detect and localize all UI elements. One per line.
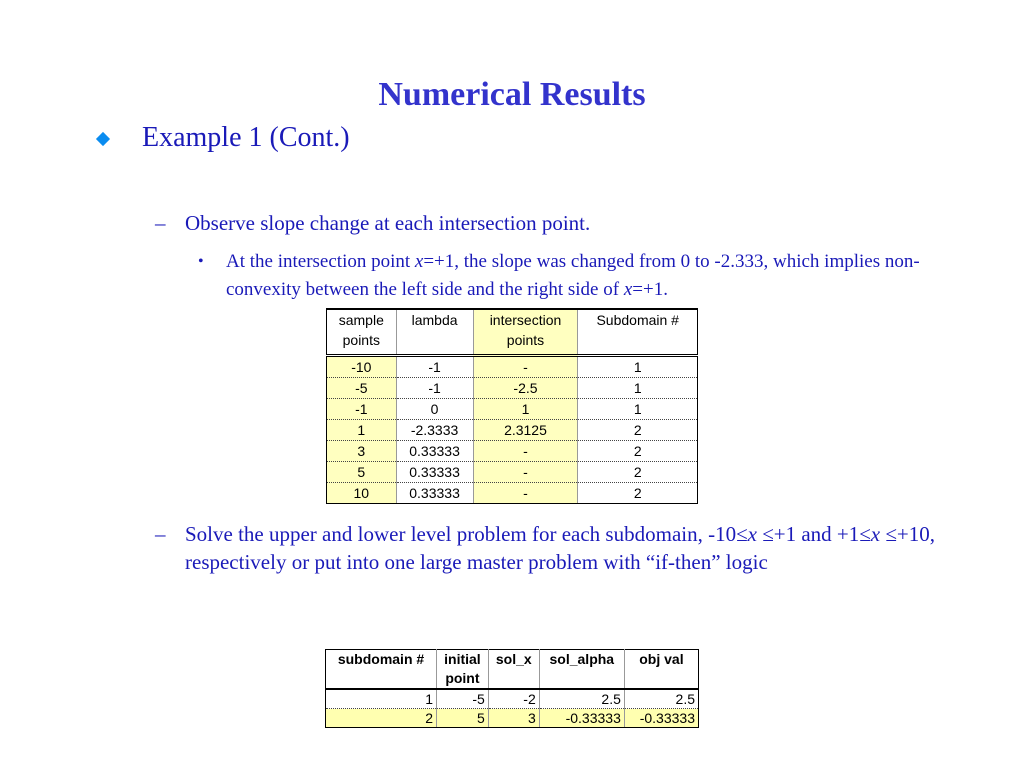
- table-row: [326, 709, 699, 728]
- table-cell: 1: [327, 420, 397, 441]
- table-cell: -1: [327, 399, 397, 420]
- table-cell: -2: [488, 689, 539, 709]
- table-cell: -2.3333: [396, 420, 473, 441]
- intersection-table: [326, 308, 698, 504]
- table-cell: 2: [578, 483, 698, 504]
- table-cell: 3: [327, 441, 397, 462]
- table-cell: 5: [437, 709, 489, 728]
- table-row: [327, 399, 698, 420]
- slide-title: Numerical Results: [378, 76, 646, 113]
- table-cell: 1: [578, 399, 698, 420]
- table-cell: 2: [326, 709, 437, 728]
- table-cell: -1: [396, 356, 473, 378]
- sub-bullet-solve-text: Solve the upper and lower level problem for each subdomain, -10≤x ≤+1 and +1≤x ≤+10, respectively or put into one large master problem with “if-then” logic: [185, 522, 935, 574]
- table-cell: -: [473, 483, 578, 504]
- dot-bullet-icon: •: [198, 253, 204, 270]
- table-cell: 2.5: [624, 689, 698, 709]
- col-header-sol-alpha: sol_alpha: [539, 650, 624, 690]
- point-intersection-text: At the intersection point x=+1, the slope was changed from 0 to -2.333, which implies non-convexity between the left side and the right side of x=+1.: [226, 251, 920, 300]
- table-cell: 2: [578, 462, 698, 483]
- sub-bullet-observe-text: Observe slope change at each intersection point.: [185, 211, 591, 235]
- table-cell: 1: [473, 399, 578, 420]
- table-cell: -2.5: [473, 378, 578, 399]
- table-cell: 3: [488, 709, 539, 728]
- table-cell: 2.3125: [473, 420, 578, 441]
- table-cell: 2: [578, 420, 698, 441]
- col-header-sample-points: sample points: [327, 309, 397, 356]
- table-row: [327, 356, 698, 378]
- table-row: [327, 462, 698, 483]
- dash-bullet-icon: –: [155, 211, 166, 235]
- table-cell: 10: [327, 483, 397, 504]
- table-cell: 0.33333: [396, 462, 473, 483]
- table-header-row: [326, 650, 699, 690]
- table-cell: 0.33333: [396, 483, 473, 504]
- solution-table: [325, 649, 699, 728]
- table-row: [326, 689, 699, 709]
- table-cell: -0.33333: [624, 709, 698, 728]
- table-row: [327, 420, 698, 441]
- bullet-example-text: Example 1 (Cont.): [142, 122, 350, 153]
- table-row: [327, 483, 698, 504]
- col-header-obj-val: obj val: [624, 650, 698, 690]
- table-cell: 0: [396, 399, 473, 420]
- table-cell: 5: [327, 462, 397, 483]
- col-header-initial-point: initial point: [437, 650, 489, 690]
- table-cell: -1: [396, 378, 473, 399]
- col-header-subdomain: Subdomain #: [578, 309, 698, 356]
- col-header-sol-x: sol_x: [488, 650, 539, 690]
- table-cell: -0.33333: [539, 709, 624, 728]
- table-cell: -: [473, 462, 578, 483]
- col-header-intersection-points: intersection points: [473, 309, 578, 356]
- table-cell: -10: [327, 356, 397, 378]
- table-cell: 1: [326, 689, 437, 709]
- col-header-lambda: lambda: [396, 309, 473, 356]
- col-header-subdomain: subdomain #: [326, 650, 437, 690]
- diamond-bullet-icon: [96, 132, 110, 146]
- table-cell: 1: [578, 378, 698, 399]
- table-cell: 2: [578, 441, 698, 462]
- table-cell: 2.5: [539, 689, 624, 709]
- table-cell: 0.33333: [396, 441, 473, 462]
- table-row: [327, 378, 698, 399]
- table-row: [327, 441, 698, 462]
- table-cell: 1: [578, 356, 698, 378]
- dash-bullet-icon: –: [155, 522, 166, 546]
- table-cell: -5: [327, 378, 397, 399]
- table-cell: -5: [437, 689, 489, 709]
- table-cell: -: [473, 356, 578, 378]
- table-header-row: [327, 309, 698, 356]
- table-cell: -: [473, 441, 578, 462]
